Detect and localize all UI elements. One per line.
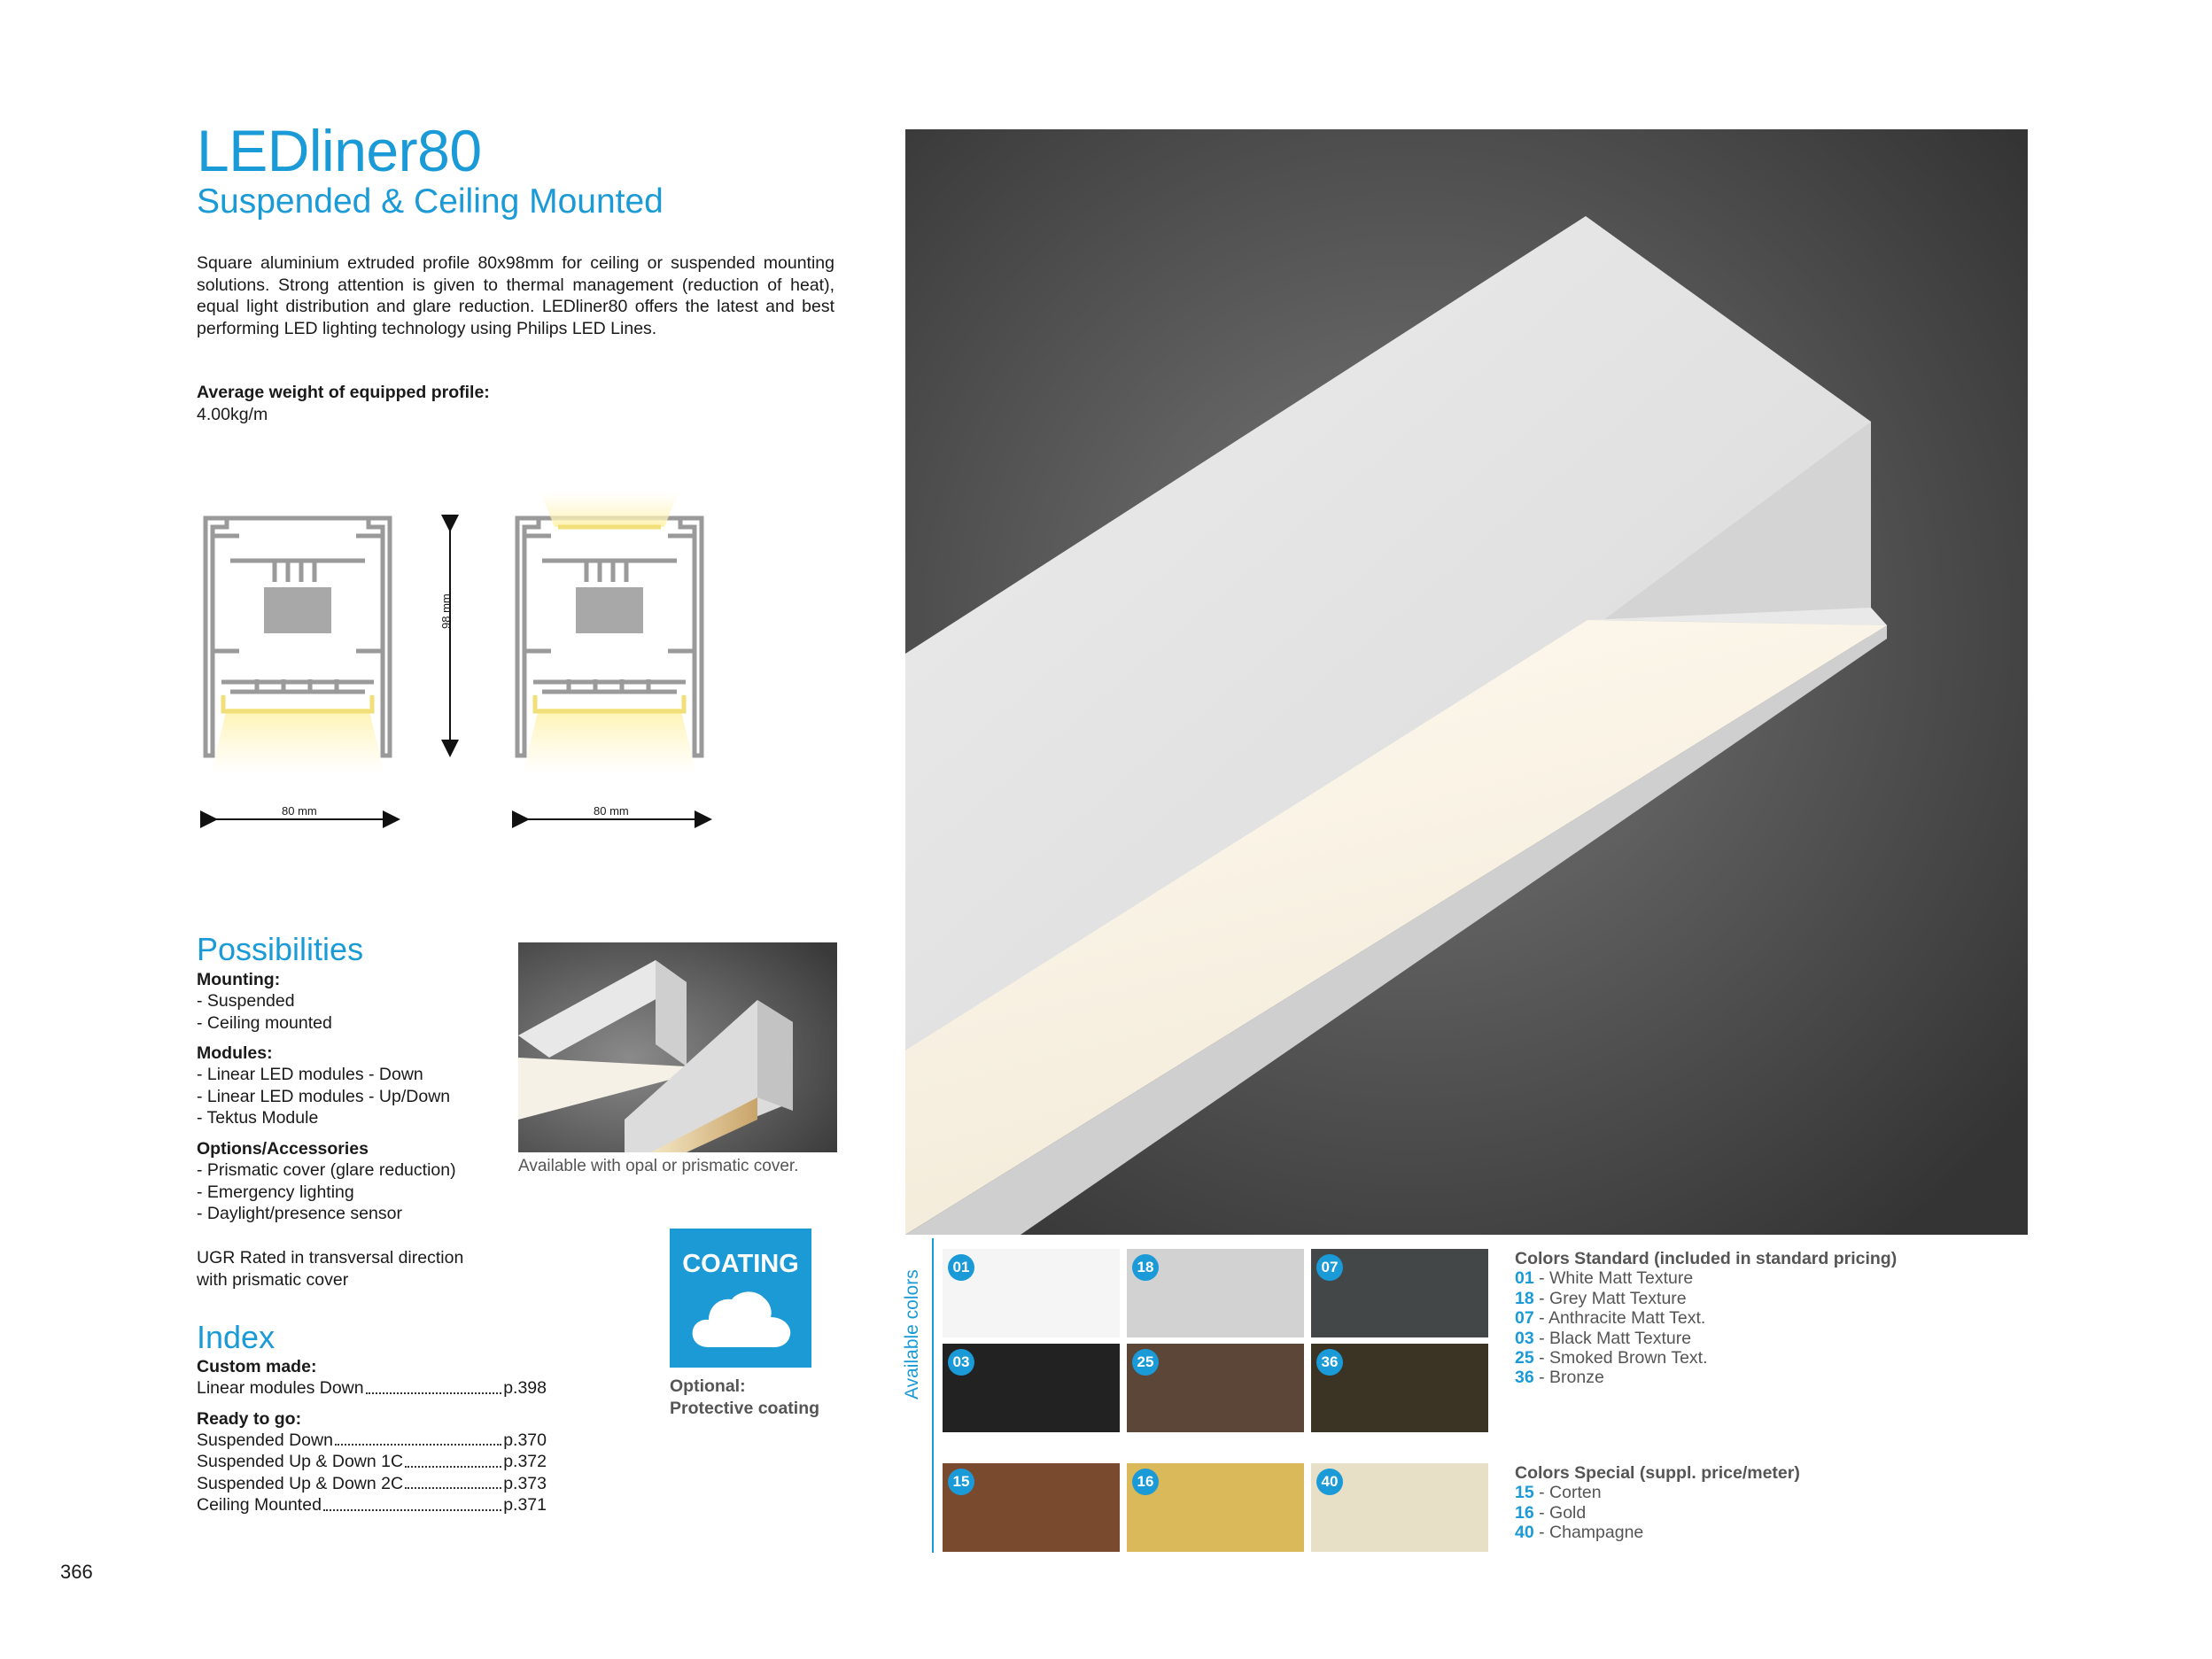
swatch-code-badge: 25 [1132,1349,1159,1376]
legend-item [1515,1368,1975,1387]
ugr-line-1: UGR Rated in transversal direction [197,1248,464,1268]
index-entry[interactable] [197,1451,547,1473]
photo-caption: Available with opal or prismatic cover. [518,1157,799,1175]
coating-opt-line-2: Protective coating [670,1398,820,1418]
legend-code: 40 [1515,1523,1534,1543]
color-swatch[interactable] [1311,1249,1488,1337]
product-photo-hero [905,129,2028,1235]
ugr-note [197,1247,551,1291]
index-entry-label: Linear modules Down [197,1378,364,1398]
list-item: - Emergency lighting [197,1182,354,1202]
possibilities-heading: Possibilities [197,931,364,967]
legend-name: - Bronze [1533,1368,1604,1388]
width-dimension-label-1: 80 mm [282,804,317,818]
color-swatch[interactable] [943,1463,1120,1552]
legend-code: 36 [1515,1368,1534,1388]
swatch-code-badge: 18 [1132,1254,1159,1281]
weight-value: 4.00kg/m [197,405,268,424]
index-list [197,1356,547,1525]
list-item: - Prismatic cover (glare reduction) [197,1159,456,1180]
possibilities-list [197,969,516,1234]
custom-made-title: Custom made: [197,1357,317,1376]
index-entry[interactable] [197,1377,547,1399]
index-entry-label: Suspended Up & Down 1C [197,1452,404,1472]
legend-item [1515,1503,1975,1523]
page-subtitle: Suspended & Ceiling Mounted [197,182,664,221]
legend-item [1515,1289,1975,1308]
legend-item [1515,1348,1975,1368]
index-entry-page: p.370 [503,1430,547,1450]
legend-name: - Gold [1533,1502,1587,1523]
color-swatch[interactable] [1127,1249,1304,1337]
ugr-line-2: with prismatic cover [197,1269,349,1290]
swatch-code-badge: 07 [1316,1254,1343,1281]
list-item: - Linear LED modules - Up/Down [197,1086,451,1106]
color-swatch[interactable] [1311,1463,1488,1552]
legend-item [1515,1483,1975,1502]
coating-badge-label: COATING [682,1250,799,1278]
color-swatch[interactable] [1127,1463,1304,1552]
legend-item [1515,1308,1975,1328]
options-title: Options/Accessories [197,1138,369,1159]
coating-badge [670,1229,811,1368]
page-title: LEDliner80 [197,118,482,183]
colors-standard-title: Colors Standard (included in standard pricing) [1515,1249,1898,1268]
height-dimension-label: 98 mm [439,593,453,629]
legend-name: - Smoked Brown Text. [1533,1348,1708,1368]
legend-code: 01 [1515,1268,1534,1289]
light-glow-down-1 [211,709,385,775]
swatch-code-badge: 15 [948,1469,974,1495]
index-entry[interactable] [197,1473,547,1495]
cloud-icon [689,1289,794,1353]
index-entry[interactable] [197,1430,547,1452]
list-item: - Suspended [197,991,295,1011]
colors-special-legend [1515,1463,1975,1543]
mounting-title: Mounting: [197,970,281,989]
legend-item [1515,1523,1975,1542]
legend-name: - Champagne [1533,1523,1644,1543]
legend-code: 25 [1515,1348,1534,1368]
legend-item [1515,1329,1975,1348]
legend-name: - Corten [1533,1483,1602,1503]
list-item: - Ceiling mounted [197,1012,332,1033]
swatch-code-badge: 03 [948,1349,974,1376]
list-item: - Daylight/presence sensor [197,1204,402,1224]
product-photo-small [518,942,837,1152]
legend-name: - White Matt Texture [1533,1268,1694,1289]
legend-name: - Black Matt Texture [1533,1328,1692,1348]
list-item: - Linear LED modules - Down [197,1065,423,1085]
index-entry-page: p.372 [503,1452,547,1472]
page-number: 366 [60,1561,93,1583]
color-swatch[interactable] [943,1344,1120,1432]
light-glow-down-2 [523,709,697,775]
weight-label: Average weight of equipped profile: [197,383,490,402]
index-entry[interactable] [197,1494,547,1516]
legend-item [1515,1268,1975,1288]
cross-section-drawings [195,483,726,837]
index-entry-label: Suspended Up & Down 2C [197,1473,404,1493]
legend-code: 07 [1515,1308,1534,1329]
legend-name: - Grey Matt Texture [1533,1288,1687,1308]
legend-code: 03 [1515,1328,1534,1348]
coating-opt-line-1: Optional: [670,1376,746,1396]
light-glow-up-2 [540,492,679,527]
legend-code: 16 [1515,1502,1534,1523]
index-entry-page: p.373 [503,1473,547,1493]
intro-paragraph: Square aluminium extruded profile 80x98mm for ceiling or suspended mounting solutions. Strong attention is given to thermal management (reduction of heat), equal light distribution and glare reduction. LEDliner80 offers the latest and best performing LED lighting technology using Philips LED Lines. [197,253,834,338]
available-colors-divider [932,1238,934,1553]
modules-title: Modules: [197,1043,273,1064]
ready-to-go-title: Ready to go: [197,1408,302,1429]
index-entry-label: Suspended Down [197,1430,333,1450]
swatch-code-badge: 40 [1316,1469,1343,1495]
color-swatch[interactable] [943,1249,1120,1337]
index-entry-page: p.371 [503,1495,547,1516]
available-colors-label: Available colors [902,1269,922,1399]
legend-code: 18 [1515,1288,1534,1308]
legend-code: 15 [1515,1483,1534,1503]
colors-special-title: Colors Special (suppl. price/meter) [1515,1463,1800,1483]
width-dimension-label-2: 80 mm [594,804,629,818]
index-heading: Index [197,1319,276,1355]
swatch-code-badge: 01 [948,1254,974,1281]
swatch-code-badge: 36 [1316,1349,1343,1376]
coating-optional-note [670,1376,819,1419]
index-entry-label: Ceiling Mounted [197,1495,322,1516]
color-swatch[interactable] [1127,1344,1304,1432]
legend-name: - Anthracite Matt Text. [1533,1308,1706,1329]
swatch-code-badge: 16 [1132,1469,1159,1495]
color-swatch[interactable] [1311,1344,1488,1432]
index-entry-page: p.398 [503,1378,547,1398]
colors-standard-legend [1515,1249,1975,1388]
list-item: - Tektus Module [197,1108,319,1128]
